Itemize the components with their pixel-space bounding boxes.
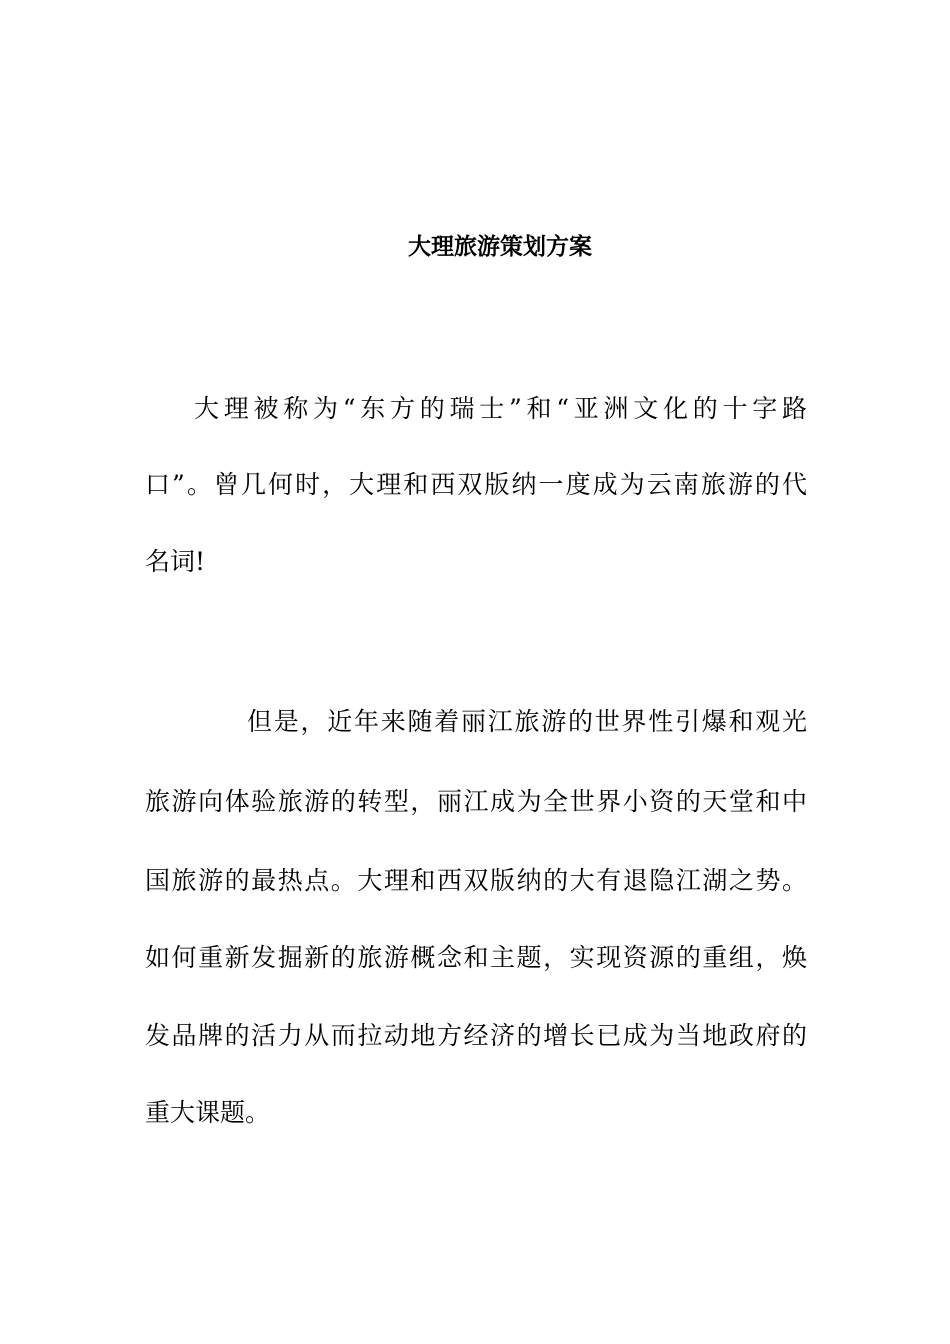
paragraph-line: 大理被称为“东方的瑞士”和“亚洲文化的十字路: [194, 394, 807, 423]
paragraph-line: 发品牌的活力从而拉动地方经济的增长已成为当地政府的: [145, 1021, 807, 1050]
paragraph-line: 旅游向体验旅游的转型，丽江成为全世界小资的天堂和中: [145, 787, 807, 816]
document-title: 大理旅游策划方案: [408, 233, 592, 260]
paragraph-line: 但是，近年来随着丽江旅游的世界性引爆和观光: [247, 707, 807, 736]
paragraph-line: 口”。曾几何时，大理和西双版纳一度成为云南旅游的代: [145, 470, 807, 499]
paragraph-line: 名词!: [145, 547, 206, 576]
paragraph-line: 国旅游的最热点。大理和西双版纳的大有退隐江湖之势。: [145, 866, 807, 895]
paragraph-line: 重大课题。: [145, 1098, 271, 1127]
paragraph-line: 如何重新发掘新的旅游概念和主题，实现资源的重组，焕: [145, 943, 807, 972]
